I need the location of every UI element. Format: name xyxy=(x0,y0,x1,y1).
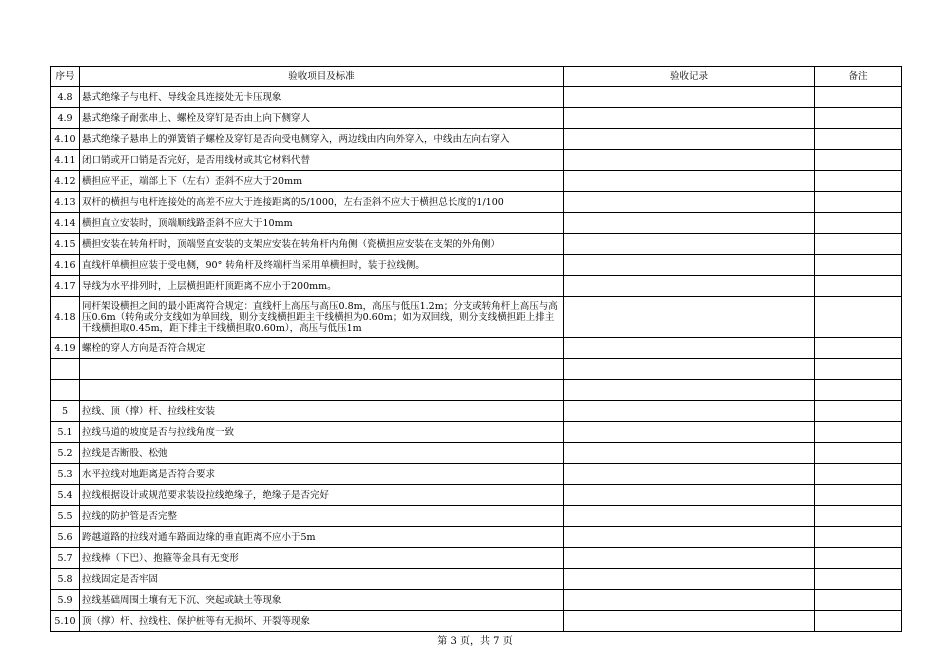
table-row xyxy=(51,401,902,422)
table-row xyxy=(51,422,902,443)
row-record-cell[interactable] xyxy=(564,401,815,422)
row-remark-cell[interactable] xyxy=(815,192,902,213)
table-row xyxy=(51,569,902,590)
row-item: 水平拉线对地距离是否符合要求 xyxy=(80,464,564,485)
header-row xyxy=(51,67,902,87)
row-item: 横担安装在转角杆时，顶端竖直安装的支架应安装在转角杆内角侧（瓷横担应安装在支架的外角侧） xyxy=(80,234,564,255)
row-remark-cell[interactable] xyxy=(815,297,902,338)
row-item: 拉线是否断股、松弛 xyxy=(80,443,564,464)
table-row xyxy=(51,297,902,338)
row-number: 5.4 xyxy=(51,485,80,506)
row-item: 拉线、顶（撑）杆、拉线柱安装 xyxy=(80,401,564,422)
row-remark-cell[interactable] xyxy=(815,171,902,192)
row-number: 5.8 xyxy=(51,569,80,590)
row-item: 拉线马道的坡度是否与拉线角度一致 xyxy=(80,422,564,443)
row-number: 4.17 xyxy=(51,276,80,297)
row-number: 5.7 xyxy=(51,548,80,569)
table-row xyxy=(51,150,902,171)
acceptance-table xyxy=(50,66,902,632)
row-number: 5.10 xyxy=(51,611,80,632)
row-item: 悬式绝缘子与电杆、导线金具连接处无卡压现象 xyxy=(80,87,564,108)
table-row xyxy=(51,590,902,611)
table-row xyxy=(51,611,902,632)
row-item: 双杆的横担与电杆连接处的高差不应大于连接距离的5/1000，左右歪斜不应大于横担总长度的1/100 xyxy=(80,192,564,213)
row-remark-cell[interactable] xyxy=(815,338,902,359)
row-item: 顶（撑）杆、拉线柱、保护桩等有无损坏、开裂等现象 xyxy=(80,611,564,632)
row-remark-cell[interactable] xyxy=(815,276,902,297)
table-row xyxy=(51,255,902,276)
row-remark-cell[interactable] xyxy=(815,108,902,129)
row-item: 拉线固定是否牢固 xyxy=(80,569,564,590)
row-remark-cell[interactable] xyxy=(815,401,902,422)
row-number: 4.9 xyxy=(51,108,80,129)
row-item: 横担直立安装时，顶端顺线路歪斜不应大于10mm xyxy=(80,213,564,234)
row-number: 5.1 xyxy=(51,422,80,443)
row-number: 4.13 xyxy=(51,192,80,213)
row-number: 4.10 xyxy=(51,129,80,150)
row-item: 螺栓的穿人方向是否符合规定 xyxy=(80,338,564,359)
row-item: 闭口销或开口销是否完好，是否用线材或其它材料代替 xyxy=(80,150,564,171)
row-number: 5.2 xyxy=(51,443,80,464)
table-row xyxy=(51,171,902,192)
row-record-cell[interactable] xyxy=(564,485,815,506)
row-remark-cell[interactable] xyxy=(815,213,902,234)
row-number: 5.5 xyxy=(51,506,80,527)
table-row xyxy=(51,527,902,548)
table-row xyxy=(51,380,902,401)
row-item xyxy=(80,380,564,401)
row-record-cell[interactable] xyxy=(564,527,815,548)
row-record-cell[interactable] xyxy=(564,590,815,611)
row-record-cell[interactable] xyxy=(564,129,815,150)
row-remark-cell[interactable] xyxy=(815,422,902,443)
row-record-cell[interactable] xyxy=(564,87,815,108)
row-record-cell[interactable] xyxy=(564,548,815,569)
row-record-cell[interactable] xyxy=(564,255,815,276)
row-record-cell[interactable] xyxy=(564,276,815,297)
row-record-cell[interactable] xyxy=(564,380,815,401)
row-record-cell[interactable] xyxy=(564,464,815,485)
row-number xyxy=(51,359,80,380)
table-row xyxy=(51,108,902,129)
table-row xyxy=(51,359,902,380)
row-record-cell[interactable] xyxy=(564,192,815,213)
row-item: 拉线根据设计或规范要求装设拉线绝缘子，绝缘子是否完好 xyxy=(80,485,564,506)
row-item: 直线杆单横担应装于受电侧，90° 转角杆及终端杆当采用单横担时，装于拉线侧。 xyxy=(80,255,564,276)
header-num: 序号 xyxy=(51,67,80,87)
row-remark-cell[interactable] xyxy=(815,359,902,380)
row-record-cell[interactable] xyxy=(564,443,815,464)
table-row xyxy=(51,338,902,359)
row-item xyxy=(80,359,564,380)
page-footer: 第 3 页，共 7 页 xyxy=(437,636,513,647)
row-number: 4.14 xyxy=(51,213,80,234)
row-number: 4.15 xyxy=(51,234,80,255)
row-number: 4.11 xyxy=(51,150,80,171)
row-item: 拉线基础周围土壤有无下沉、突起或缺土等现象 xyxy=(80,590,564,611)
row-remark-cell[interactable] xyxy=(815,548,902,569)
row-item: 拉线的防护管是否完整 xyxy=(80,506,564,527)
header-record: 验收记录 xyxy=(564,67,815,87)
table-row xyxy=(51,234,902,255)
row-record-cell[interactable] xyxy=(564,359,815,380)
row-item: 拉线棒（下巴）、抱箍等金具有无变形 xyxy=(80,548,564,569)
table-row xyxy=(51,443,902,464)
row-number: 5.9 xyxy=(51,590,80,611)
row-remark-cell[interactable] xyxy=(815,234,902,255)
row-remark-cell[interactable] xyxy=(815,380,902,401)
row-record-cell[interactable] xyxy=(564,234,815,255)
row-record-cell[interactable] xyxy=(564,150,815,171)
row-remark-cell[interactable] xyxy=(815,150,902,171)
row-record-cell[interactable] xyxy=(564,569,815,590)
row-number: 5 xyxy=(51,401,80,422)
row-number xyxy=(51,380,80,401)
table-row xyxy=(51,506,902,527)
row-remark-cell[interactable] xyxy=(815,506,902,527)
row-item: 横担应平正，端部上下（左右）歪斜不应大于20mm xyxy=(80,171,564,192)
table-row xyxy=(51,548,902,569)
row-remark-cell[interactable] xyxy=(815,129,902,150)
row-number: 4.16 xyxy=(51,255,80,276)
row-item: 悬式绝缘子悬串上的弹簧销子螺栓及穿钉是否向受电侧穿入，两边线由内向外穿入，中线由左向右穿入 xyxy=(80,129,564,150)
header-item: 验收项目及标准 xyxy=(80,67,564,87)
header-remark: 备注 xyxy=(815,67,902,87)
table-row xyxy=(51,87,902,108)
row-remark-cell[interactable] xyxy=(815,590,902,611)
row-item: 同杆架设横担之间的最小距离符合规定：直线杆上高压与高压0.8m，高压与低压1.2m；分支或转角杆上高压与高压0.6m（转角或分支线如为单回线，则分支线横担距主干线横担为0.60m；如为双回线，则分支线横担距上排主干线横担取0.45m，距下排主干线横担取0.60m），高压与低压1m xyxy=(80,297,564,338)
row-item: 跨越道路的拉线对通车路面边缘的垂直距离不应小于5m xyxy=(80,527,564,548)
table-body xyxy=(51,87,902,632)
row-number: 4.19 xyxy=(51,338,80,359)
row-number: 5.3 xyxy=(51,464,80,485)
row-remark-cell[interactable] xyxy=(815,485,902,506)
row-number: 4.8 xyxy=(51,87,80,108)
table-row xyxy=(51,129,902,150)
row-remark-cell[interactable] xyxy=(815,87,902,108)
row-record-cell[interactable] xyxy=(564,422,815,443)
row-remark-cell[interactable] xyxy=(815,569,902,590)
row-record-cell[interactable] xyxy=(564,611,815,632)
row-record-cell[interactable] xyxy=(564,108,815,129)
table-row xyxy=(51,464,902,485)
row-remark-cell[interactable] xyxy=(815,443,902,464)
row-remark-cell[interactable] xyxy=(815,527,902,548)
row-item: 导线为水平排列时，上层横担距杆顶距离不应小于200mm。 xyxy=(80,276,564,297)
row-number: 4.12 xyxy=(51,171,80,192)
row-remark-cell[interactable] xyxy=(815,611,902,632)
row-record-cell[interactable] xyxy=(564,171,815,192)
row-remark-cell[interactable] xyxy=(815,255,902,276)
table-row xyxy=(51,192,902,213)
table-row xyxy=(51,213,902,234)
table-row xyxy=(51,276,902,297)
row-number: 4.18 xyxy=(51,297,80,338)
row-record-cell[interactable] xyxy=(564,213,815,234)
row-record-cell[interactable] xyxy=(564,338,815,359)
table-row xyxy=(51,485,902,506)
row-record-cell[interactable] xyxy=(564,506,815,527)
row-item: 悬式绝缘子耐张串上、螺栓及穿钉是否由上向下侧穿人 xyxy=(80,108,564,129)
row-number: 5.6 xyxy=(51,527,80,548)
row-record-cell[interactable] xyxy=(564,297,815,338)
row-remark-cell[interactable] xyxy=(815,464,902,485)
